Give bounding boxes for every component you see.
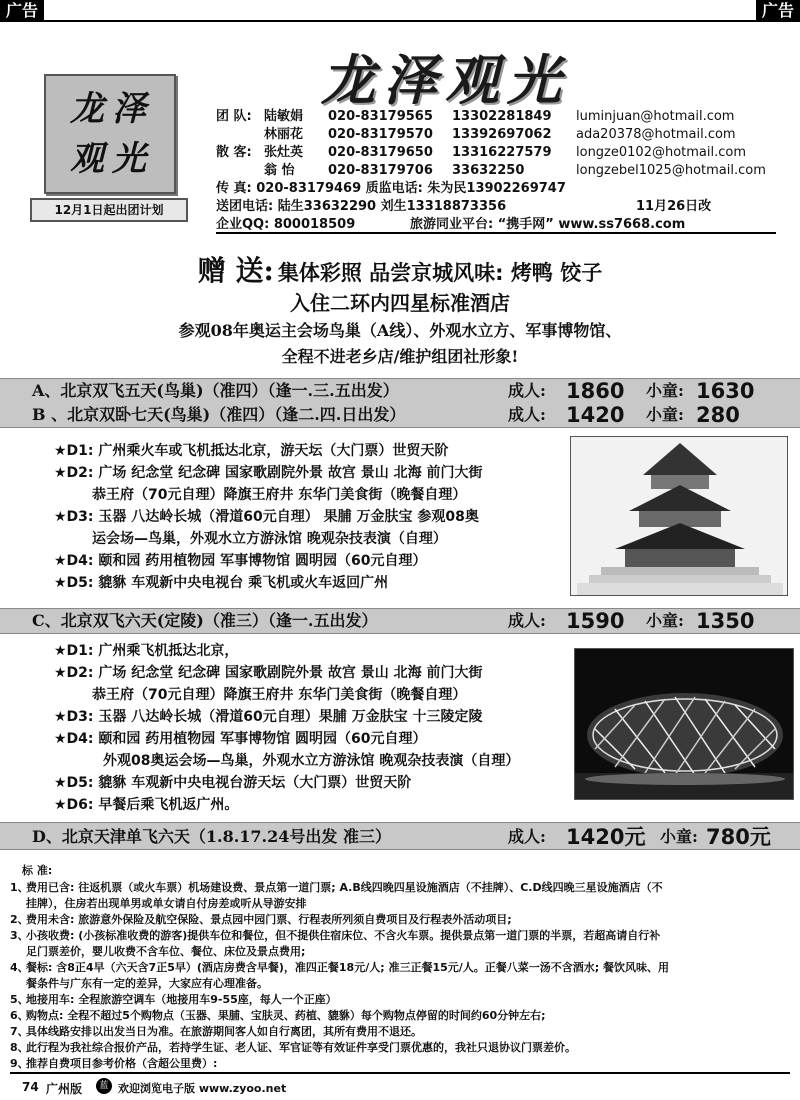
gift-label: 赠 送: bbox=[197, 254, 274, 287]
contact-block bbox=[216, 108, 776, 234]
contact-phone: 020-83179650 bbox=[328, 145, 433, 160]
note-item bbox=[10, 992, 790, 1008]
birds-nest-stadium-photo bbox=[574, 648, 794, 800]
contact-row bbox=[216, 126, 776, 144]
note-number: 6、 bbox=[10, 1009, 29, 1022]
adult-label: 成人: bbox=[508, 611, 546, 630]
note-number: 3、 bbox=[10, 929, 29, 942]
contact-mobile: 33632250 bbox=[452, 163, 525, 178]
contact-name: 翁 怡 bbox=[264, 163, 295, 178]
adult-price: 1590 bbox=[566, 609, 625, 633]
fax-text: 传 真: 020-83179469 质监电话: 朱为民13902269747 bbox=[216, 181, 566, 196]
gift-section bbox=[0, 254, 800, 370]
logo bbox=[44, 74, 176, 194]
edition-badge-icon: 蓝 bbox=[96, 1078, 112, 1094]
gift-items: 集体彩照 品尝京城风味: 烤鸭 饺子 bbox=[277, 261, 603, 285]
contact-row bbox=[216, 144, 776, 162]
note-number: 5、 bbox=[10, 993, 29, 1006]
contact-email[interactable]: ada20378@hotmail.com bbox=[576, 127, 736, 142]
logo-line-2: 观光 bbox=[70, 139, 154, 179]
note-item bbox=[10, 1024, 790, 1040]
adult-price: 1420 bbox=[566, 403, 625, 427]
route-name: A、北京双飞五天(鸟巢)（准四）（逢一.三.五出发） bbox=[32, 381, 399, 400]
child-label: 小童: bbox=[646, 611, 684, 630]
temple-of-heaven-photo bbox=[570, 436, 788, 596]
note-text: 此行程为我社综合报价产品，若持学生证、老人证、军官证等有效证件享受门票优惠的，我社只退协议门票差价。 bbox=[26, 1041, 576, 1054]
logo-line-1: 龙泽 bbox=[70, 89, 154, 129]
contact-phone: 020-83179565 bbox=[328, 109, 433, 124]
delivery-text: 送团电话: 陆生33632290 刘生13318873356 bbox=[216, 199, 507, 214]
terms-notes bbox=[10, 862, 790, 1072]
contact-email[interactable]: longze0102@hotmail.com bbox=[576, 145, 747, 160]
itinerary-line: 运会场—鸟巢，外观水立方游泳馆 晚观杂技表演（自理） bbox=[92, 531, 447, 547]
gift-line-3: 参观08年奥运主会场鸟巢（A线）、外观水立方、军事博物馆、 bbox=[178, 321, 622, 340]
note-text: 餐标: 含8正4早（六天含7正5早）(酒店房费含早餐)，准四正餐18元/人; 准三正餐15元/人。正餐八菜一汤不含酒水; 餐饮风味、用 bbox=[26, 961, 670, 974]
adult-price: 1860 bbox=[566, 379, 625, 403]
itinerary-line: 外观08奥运会场—鸟巢，外观水立方游泳馆 晚观杂技表演（自理） bbox=[103, 753, 520, 769]
itinerary-line: ★D5: 貔貅 车观新中央电视台 乘飞机或火车返回广州 bbox=[54, 575, 389, 591]
contact-label: 团 队: bbox=[216, 109, 252, 124]
plan-badge: 12月1日起出团计划 bbox=[30, 198, 188, 222]
gift-line-4: 全程不进老乡店/维护组团社形象! bbox=[281, 347, 519, 366]
route-band-d bbox=[0, 822, 800, 850]
note-text: 具体线路安排以出发当日为准。在旅游期间客人如自行离团，其所有费用不退还。 bbox=[26, 1025, 422, 1038]
logo-text bbox=[46, 84, 178, 184]
child-price: 780元 bbox=[706, 825, 771, 849]
child-label: 小童: bbox=[646, 381, 684, 400]
ad-tag-left: 广告 bbox=[0, 0, 44, 22]
contact-mobile: 13302281849 bbox=[452, 109, 552, 124]
route-band-ab bbox=[0, 378, 800, 428]
note-number: 8、 bbox=[10, 1041, 29, 1054]
itinerary-c bbox=[54, 640, 519, 816]
qq-row bbox=[216, 216, 776, 234]
itinerary-line: ★D1: 广州乘飞机抵达北京， bbox=[54, 643, 239, 659]
footer bbox=[0, 1072, 800, 1100]
note-number: 4、 bbox=[10, 961, 29, 974]
itinerary-line: ★D1: 广州乘火车或飞机抵达北京，游天坛（大门票）世贸天阶 bbox=[54, 443, 449, 459]
edition-label: 广州版 bbox=[46, 1082, 83, 1096]
itinerary-ab bbox=[54, 440, 483, 594]
note-continuation: 挂牌），住房若出现单男或单女请自付房差或听从导游安排 bbox=[26, 897, 307, 910]
child-price: 1630 bbox=[696, 379, 755, 403]
qq-number: 企业QQ: 800018509 bbox=[216, 217, 356, 232]
note-text: 地接用车: 全程旅游空调车（地接用车9-55座，每人一个正座） bbox=[26, 993, 337, 1006]
notes-title: 标 准: bbox=[22, 864, 53, 877]
note-item bbox=[10, 960, 790, 992]
route-name: D、北京天津单飞六天（1.8.17.24号出发 准三） bbox=[32, 827, 391, 846]
route-band-c bbox=[0, 608, 800, 634]
route-a bbox=[0, 379, 800, 403]
contact-name: 林丽花 bbox=[264, 127, 304, 142]
note-item bbox=[10, 928, 790, 960]
adult-label: 成人: bbox=[508, 381, 546, 400]
itinerary-line: ★D2: 广场 纪念堂 纪念碑 国家歌剧院外景 故宫 景山 北海 前门大街 bbox=[54, 665, 483, 681]
itinerary-line: ★D4: 颐和园 药用植物园 军事博物馆 圆明园（60元自理） bbox=[54, 731, 427, 747]
itinerary-line: ★D6: 早餐后乘飞机返广州。 bbox=[54, 797, 239, 813]
note-number: 9、 bbox=[10, 1057, 29, 1070]
route-b bbox=[0, 403, 800, 427]
footer-rule bbox=[10, 1072, 790, 1074]
contact-phone: 020-83179706 bbox=[328, 163, 433, 178]
itinerary-line: ★D3: 玉器 八达岭长城（滑道60元自理） 果脯 万金肤宝 参观08奥 bbox=[54, 509, 479, 525]
note-item bbox=[10, 880, 790, 912]
itinerary-line: ★D2: 广场 纪念堂 纪念碑 国家歌剧院外景 故宫 景山 北海 前门大街 bbox=[54, 465, 483, 481]
header bbox=[0, 22, 800, 240]
gift-line-2: 入住二环内四星标准酒店 bbox=[290, 291, 510, 315]
ad-tag-right: 广告 bbox=[756, 0, 800, 22]
itinerary-line: ★D3: 玉器 八达岭长城（滑道60元自理）果脯 万金肤宝 十三陵定陵 bbox=[54, 709, 483, 725]
child-label: 小童: bbox=[660, 827, 698, 846]
contact-label: 散 客: bbox=[216, 145, 252, 160]
contact-email[interactable]: luminjuan@hotmail.com bbox=[576, 109, 735, 124]
note-text: 小孩收费: (小孩标准收费的游客)提供车位和餐位，但不提供住宿床位、不含火车票。提供景点第一道门票的半票，若超高请自行补 bbox=[26, 929, 661, 942]
gift-line-1 bbox=[0, 254, 800, 288]
updated-date: 11月26日改 bbox=[636, 199, 712, 214]
note-item bbox=[10, 1008, 790, 1024]
platform-link[interactable]: 旅游同业平台: “携手网” www.ss7668.com bbox=[410, 217, 686, 232]
note-text: 推荐自费项目参考价格（含超公里费）: bbox=[26, 1057, 218, 1070]
note-continuation: 足门票差价，婴儿收费不含车位、餐位、床位及景点费用; bbox=[26, 945, 306, 958]
contact-name: 陆敏娟 bbox=[264, 109, 304, 124]
contact-row bbox=[216, 162, 776, 180]
contact-mobile: 13316227579 bbox=[452, 145, 552, 160]
itinerary-line: ★D4: 颐和园 药用植物园 军事博物馆 圆明园（60元自理） bbox=[54, 553, 427, 569]
note-item bbox=[10, 1040, 790, 1056]
itinerary-line: 恭王府（70元自理）降旗王府井 东华门美食街（晚餐自理） bbox=[92, 687, 467, 703]
note-number: 1、 bbox=[10, 881, 29, 894]
contact-email[interactable]: longzebel1025@hotmail.com bbox=[576, 163, 766, 178]
main-title: 龙泽观光 bbox=[321, 48, 569, 112]
adult-label: 成人: bbox=[508, 827, 546, 846]
note-item bbox=[10, 912, 790, 928]
note-text: 费用已含: 往返机票（或火车票）机场建设费、景点第一道门票; A.B线四晚四星设施酒店（不挂牌）、C.D线四晚三星设施酒店（不 bbox=[26, 881, 663, 894]
contact-mobile: 13392697062 bbox=[452, 127, 552, 142]
adult-price: 1420元 bbox=[566, 825, 646, 849]
contact-name: 张灶英 bbox=[264, 145, 304, 160]
delivery-row bbox=[216, 198, 776, 216]
fax-row bbox=[216, 180, 776, 198]
adult-label: 成人: bbox=[508, 405, 546, 424]
contact-phone: 020-83179570 bbox=[328, 127, 433, 142]
route-name: C、北京双飞六天(定陵)（准三）（逢一.五出发） bbox=[32, 611, 378, 630]
footer-website-link[interactable]: 欢迎浏览电子版 www.zyoo.net bbox=[118, 1082, 287, 1095]
route-name: B 、北京双卧七天(鸟巢)（准四）（逢二.四.日出发） bbox=[32, 405, 406, 424]
page-number: 74 bbox=[22, 1080, 39, 1094]
child-label: 小童: bbox=[646, 405, 684, 424]
child-price: 280 bbox=[696, 403, 740, 427]
route-c bbox=[0, 609, 800, 633]
note-text: 购物点: 全程不超过5个购物点（玉器、果脯、宝肤灵、药植、貔貅）每个购物点停留的时间约60分钟左右; bbox=[26, 1009, 546, 1022]
note-text: 费用未含: 旅游意外保险及航空保险、景点园中园门票、行程表所列须自费项目及行程表外活动项目; bbox=[26, 913, 512, 926]
contact-row bbox=[216, 108, 776, 126]
itinerary-line: 恭王府（70元自理）降旗王府井 东华门美食街（晚餐自理） bbox=[92, 487, 467, 503]
note-number: 2、 bbox=[10, 913, 29, 926]
note-number: 7、 bbox=[10, 1025, 29, 1038]
itinerary-line: ★D5: 貔貅 车观新中央电视台游天坛（大门票）世贸天阶 bbox=[54, 775, 412, 791]
note-continuation: 餐条件与广东有一定的差异，大家应有心理准备。 bbox=[26, 977, 268, 990]
note-item bbox=[10, 1056, 790, 1072]
child-price: 1350 bbox=[696, 609, 755, 633]
route-d bbox=[0, 823, 800, 851]
